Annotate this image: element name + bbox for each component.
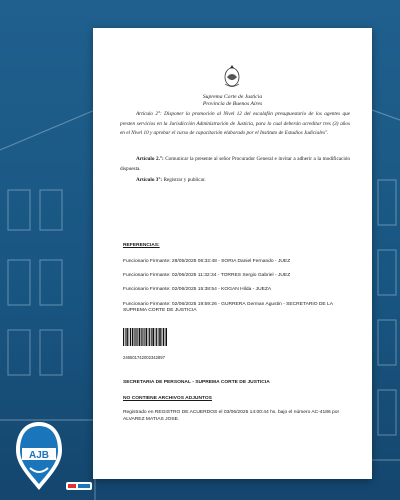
court-province: Provincia de Buenos Aires [202, 101, 263, 107]
secretaria-heading: SECRETARIA DE PERSONAL - SUPREMA CORTE DE JUSTICIA [123, 380, 270, 385]
court-title [93, 94, 372, 108]
article-2-text: Disponer la promoción al Nivel 12 del escalafón presupuestario de los agentes que presten servicios en la Jurisdicción Administración de Justicia, para lo cual deberán acreditar tres (3) años en el Nivel 10 y aprobar el curso de capacitación elaborado por el Instituto de Estudios Judiciales". [120, 111, 350, 136]
court-seal-icon [221, 62, 243, 90]
barcode-number: 246501742002342897 [123, 355, 165, 360]
court-name: Suprema Corte de Justicia [202, 94, 263, 100]
signer-line: Funcionario Firmante: 28/05/2025 06:32:48 - SORIA Daniel Fernando - JUEZ [123, 259, 291, 264]
signer-line: Funcionario Firmante: 02/06/2025 15:38:54 - KOGAN Hilda - JUEZA [123, 287, 272, 292]
article-2b-label: Artículo 2.°: [136, 156, 164, 162]
no-attachments-label: NO CONTIENE ARCHIVOS ADJUNTOS [123, 396, 212, 401]
article-2b-paragraph [120, 155, 350, 174]
article-3-label: Artículo 3°: [136, 177, 163, 183]
logo-text: AJB [28, 450, 50, 461]
document-page [93, 28, 372, 479]
article-2b-text: Comunicar la presente al señor Procurador General e invitar a adherir a la modificación dispuesta. [120, 156, 350, 172]
references-heading: REFERENCIAS: [123, 243, 160, 248]
article-2-paragraph [120, 110, 350, 139]
article-3-text: Registrar y publicar. [163, 177, 206, 183]
barcode-icon [123, 328, 167, 346]
signer-line: Funcionario Firmante: 02/06/2025 11:32:34 - TORRES Sergio Gabriel - JUEZ [123, 273, 291, 278]
small-flag-icon [66, 480, 92, 492]
article-3-paragraph [120, 176, 350, 186]
article-2-label: Artículo 2°: [136, 111, 162, 117]
signer-line: Funcionario Firmante: 02/06/2025 19:59:26 - GURRERA German Agustin - SECRETARIO DE LA SUPREMA CORTE DE JUSTICIA [123, 302, 333, 313]
ajb-logo-icon [14, 420, 64, 492]
registration-note: Registrado en REGISTRO DE ACUERDOS el 03/06/2025 14:00:44 hs. bajo el número AC-4186 por ALVAREZ MATIAS JOSE. [123, 410, 340, 422]
